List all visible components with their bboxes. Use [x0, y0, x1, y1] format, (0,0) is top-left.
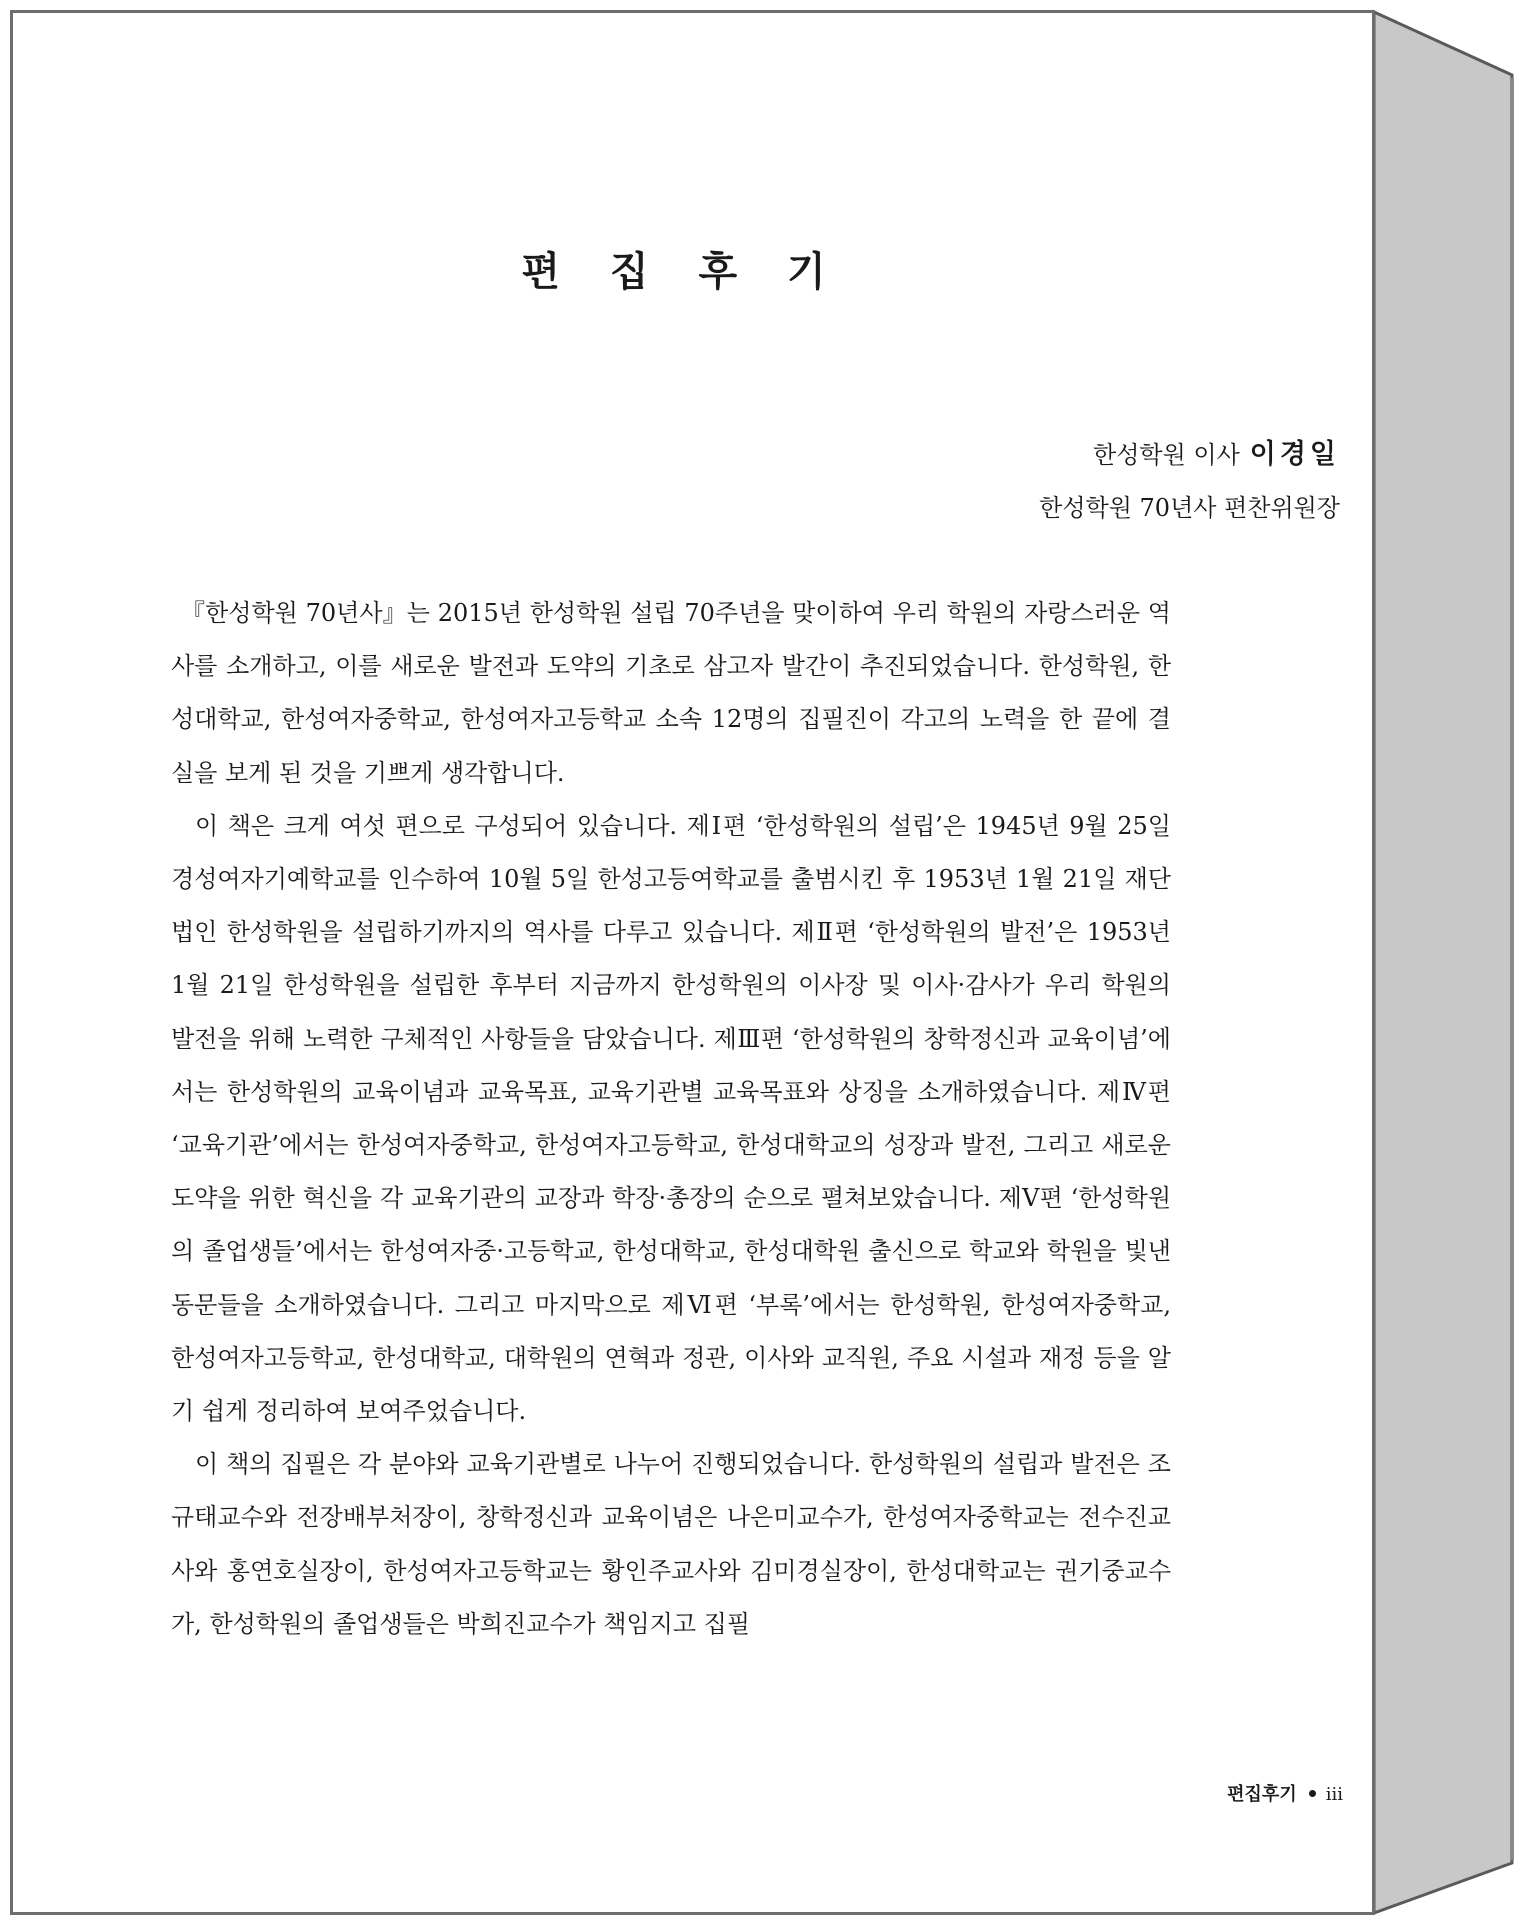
- author-position: 한성학원 70년사 편찬위원장: [1039, 494, 1340, 522]
- page-title: 편 집 후 기: [521, 249, 844, 295]
- page-edge-side: [1374, 12, 1512, 1913]
- author-name: 이경일: [1249, 439, 1340, 470]
- author-line: [1093, 432, 1340, 471]
- paragraph: 『한성학원 70년사』는 2015년 한성학원 설립 70주년을 맞이하여 우리 학원의 자랑스러운 역사를 소개하고, 이를 새로운 발전과 도약의 기초로 삼고자 발간이 추진되었습니다. 한성학원, 한성대학교, 한성여자중학교, 한성여자고등학교 소속 12명의 집필진이 각고의 노력을 한 끝에 결실을 보게 된 것을 기쁘게 생각합니다.: [171, 599, 1171, 787]
- author-role: 한성학원 이사: [1093, 441, 1240, 469]
- bullet-dot-icon: [1309, 1790, 1316, 1797]
- page-number: iii: [1325, 1784, 1343, 1805]
- paragraph: 이 책의 집필은 각 분야와 교육기관별로 나누어 진행되었습니다. 한성학원의 설립과 발전은 조규태교수와 전장배부처장이, 창학정신과 교육이념은 나은미교수가, 한성여자중학교는 전수진교사와 홍연호실장이, 한성여자고등학교는 황인주교사와 김미경실장이, 한성대학교는 권기중교수가, 한성학원의 졸업생들은 박희진교수가 책임지고 집필: [171, 1450, 1171, 1638]
- footer-section-label: 편집후기: [1227, 1784, 1297, 1805]
- paragraph: 이 책은 크게 여섯 편으로 구성되어 있습니다. 제Ⅰ편 ‘한성학원의 설립’은 1945년 9월 25일 경성여자기예학교를 인수하여 10월 5일 한성고등여학교를 출범시킨 후 1953년 1월 21일 재단법인 한성학원을 설립하기까지의 역사를 다루고 있습니다. 제Ⅱ편 ‘한성학원의 발전’은 1953년 1월 21일 한성학원을 설립한 후부터 지금까지 한성학원의 이사장 및 이사·감사가 우리 학원의 발전을 위해 노력한 구체적인 사항들을 담았습니다. 제Ⅲ편 ‘한성학원의 창학정신과 교육이념’에서는 한성학원의 교육이념과 교육목표, 교육기관별 교육목표와 상징을 소개하였습니다. 제Ⅳ편 ‘교육기관’에서는 한성여자중학교, 한성여자고등학교, 한성대학교의 성장과 발전, 그리고 새로운 도약을 위한 혁신을 각 교육기관의 교장과 학장·총장의 순으로 펼쳐보았습니다. 제Ⅴ편 ‘한성학원의 졸업생들’에서는 한성여자중·고등학교, 한성대학교, 한성대학원 출신으로 학교와 학원을 빛낸 동문들을 소개하였습니다. 그리고 마지막으로 제Ⅵ편 ‘부록’에서는 한성학원, 한성여자중학교, 한성여자고등학교, 한성대학교, 대학원의 연혁과 정관, 이사와 교직원, 주요 시설과 재정 등을 알기 쉽게 정리하여 보여주었습니다.: [171, 811, 1171, 1426]
- body-text: [171, 587, 1171, 1651]
- page-footer: [1227, 1780, 1343, 1806]
